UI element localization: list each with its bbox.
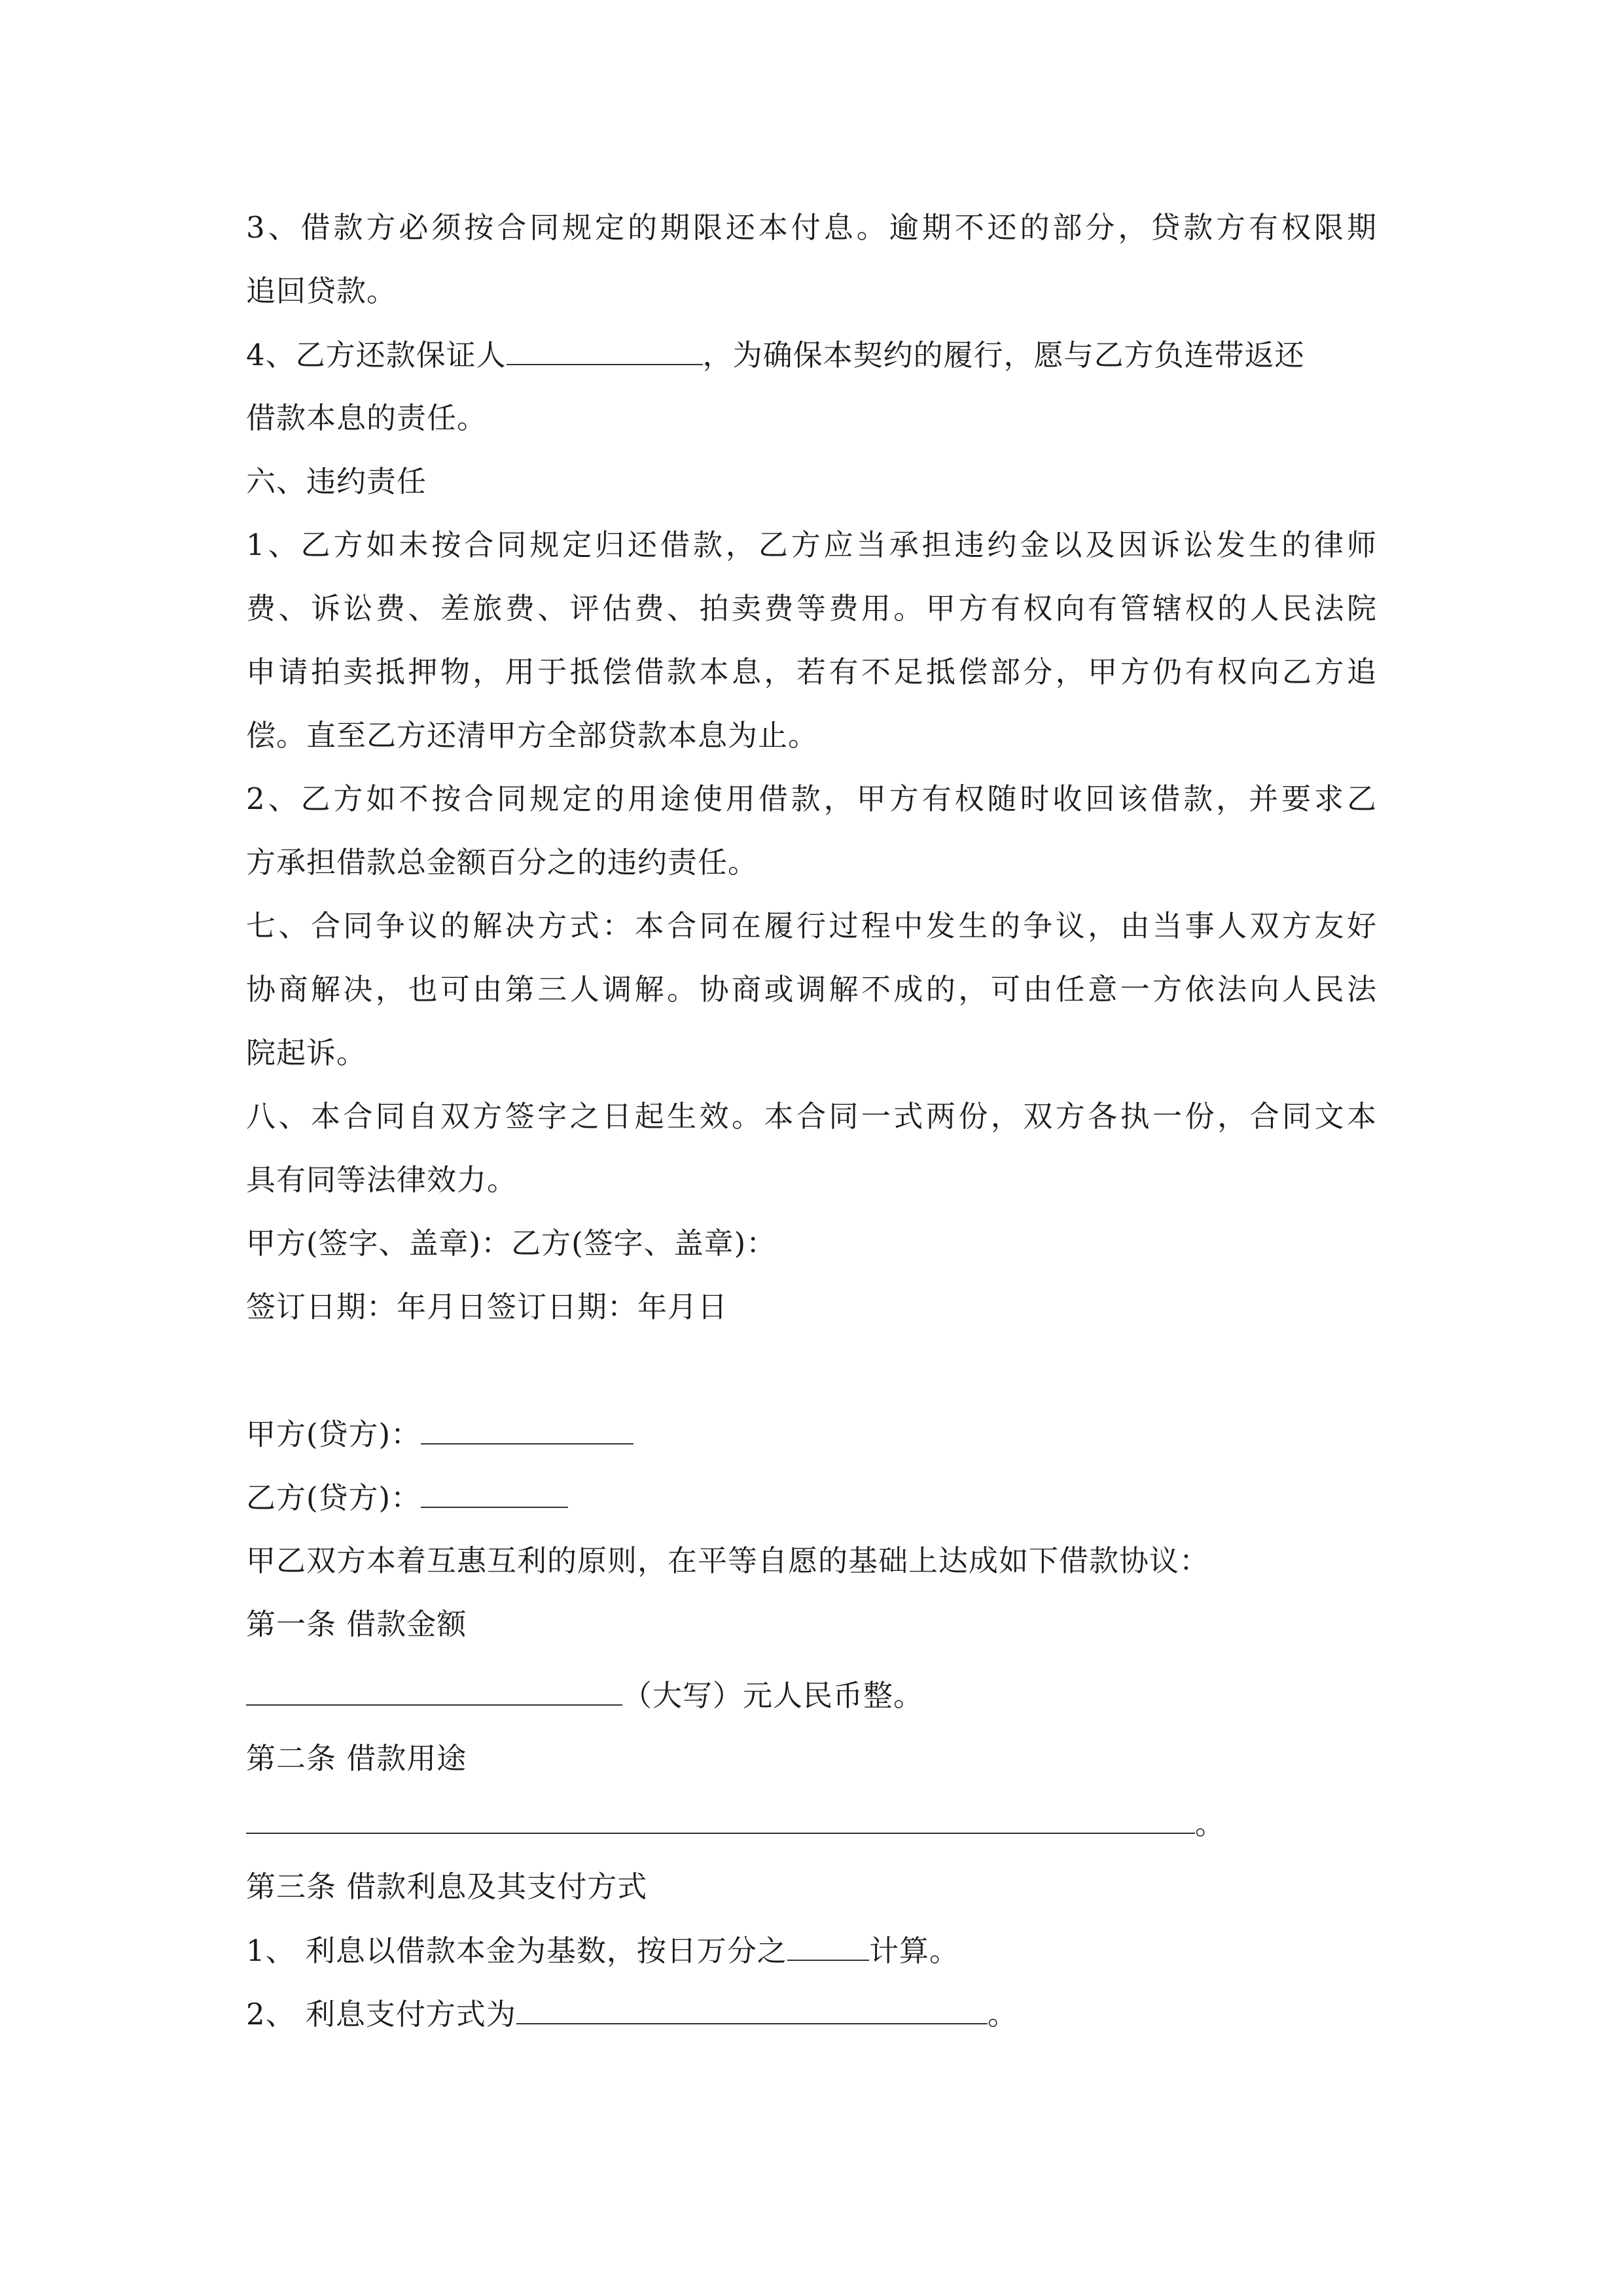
clause-5-4-line-2: 借款本息的责任。 (246, 401, 488, 435)
loan-purpose-line (246, 1804, 1225, 1844)
section-7-line-1: 七、合同争议的解决方式：本合同在履行过程中发生的争议，由当事人双方友好 (246, 908, 1377, 943)
interest-payment-line (246, 1994, 1018, 2034)
signing-date-line: 签订日期：年月日签订日期：年月日 (246, 1289, 728, 1324)
clause-6-1-line-2: 费、诉讼费、差旅费、评估费、拍卖费等费用。甲方有权向有管辖权的人民法院 (246, 591, 1377, 626)
article-1-heading: 第一条 借款金额 (246, 1607, 467, 1641)
clause-6-1-line-4: 偿。直至乙方还清甲方全部贷款本息为止。 (246, 718, 819, 753)
agreement-intro: 甲乙双方本着互惠互利的原则，在平等自愿的基础上达成如下借款协议： (246, 1543, 1210, 1578)
interest-rate-line (246, 1931, 959, 1971)
article-3-heading: 第三条 借款利息及其支付方式 (246, 1869, 648, 1904)
loan-amount-text: （大写）元人民币整。 (622, 1678, 924, 1713)
clause-6-2-line-1: 2、乙方如不按合同规定的用途使用借款，甲方有权随时收回该借款，并要求乙 (246, 781, 1377, 816)
loan-amount-line (246, 1676, 923, 1715)
clause-5-3-line-1: 3、借款方必须按合同规定的期限还本付息。逾期不还的部分，贷款方有权限期 (246, 210, 1377, 245)
clause-6-2-line-2: 方承担借款总金额百分之的违约责任。 (246, 845, 758, 880)
clause-6-1-line-3: 申请拍卖抵押物，用于抵偿借款本息，若有不足抵偿部分，甲方仍有权向乙方追 (246, 655, 1377, 689)
section-7-line-2: 协商解决，也可由第三人调解。协商或调解不成的，可由任意一方依法向人民法 (246, 972, 1377, 1007)
interest-payment-text-b: 。 (987, 1997, 1018, 2032)
interest-payment-blank[interactable] (516, 1994, 988, 2024)
interest-rate-text-a: 1、 利息以借款本金为基数，按日万分之 (246, 1933, 787, 1968)
section-7-line-3: 院起诉。 (246, 1035, 367, 1070)
loan-purpose-period: 。 (1195, 1806, 1226, 1841)
loan-amount-blank[interactable] (246, 1676, 622, 1706)
clause-5-4-line-1 (246, 335, 1305, 375)
party-a-blank[interactable] (421, 1414, 633, 1444)
party-b-line (246, 1478, 568, 1518)
party-b-label: 乙方(贷方)： (246, 1480, 421, 1515)
clause-5-4-text-a: 4、乙方还款保证人 (246, 338, 507, 372)
interest-rate-text-b: 计算。 (868, 1933, 959, 1968)
clause-6-1-line-1: 1、乙方如未按合同规定归还借款，乙方应当承担违约金以及因诉讼发生的律师 (246, 528, 1377, 562)
clause-5-3-line-2: 追回贷款。 (246, 274, 397, 308)
guarantor-blank[interactable] (507, 335, 703, 365)
party-b-blank[interactable] (421, 1478, 568, 1508)
section-8-line-1: 八、本合同自双方签字之日起生效。本合同一式两份，双方各执一份，合同文本 (246, 1099, 1377, 1134)
article-2-heading: 第二条 借款用途 (246, 1741, 467, 1776)
interest-rate-blank[interactable] (787, 1931, 869, 1961)
party-a-line (246, 1414, 633, 1454)
section-6-heading: 六、违约责任 (246, 464, 427, 499)
interest-payment-text-a: 2、 利息支付方式为 (246, 1997, 516, 2032)
loan-purpose-blank[interactable] (246, 1804, 1195, 1834)
section-8-line-2: 具有同等法律效力。 (246, 1162, 518, 1197)
party-a-label: 甲方(贷方)： (246, 1417, 421, 1452)
signature-line: 甲方(签字、盖章)：乙方(签字、盖章)： (246, 1226, 777, 1261)
clause-5-4-text-b: ，为确保本契约的履行，愿与乙方负连带返还 (702, 338, 1305, 372)
